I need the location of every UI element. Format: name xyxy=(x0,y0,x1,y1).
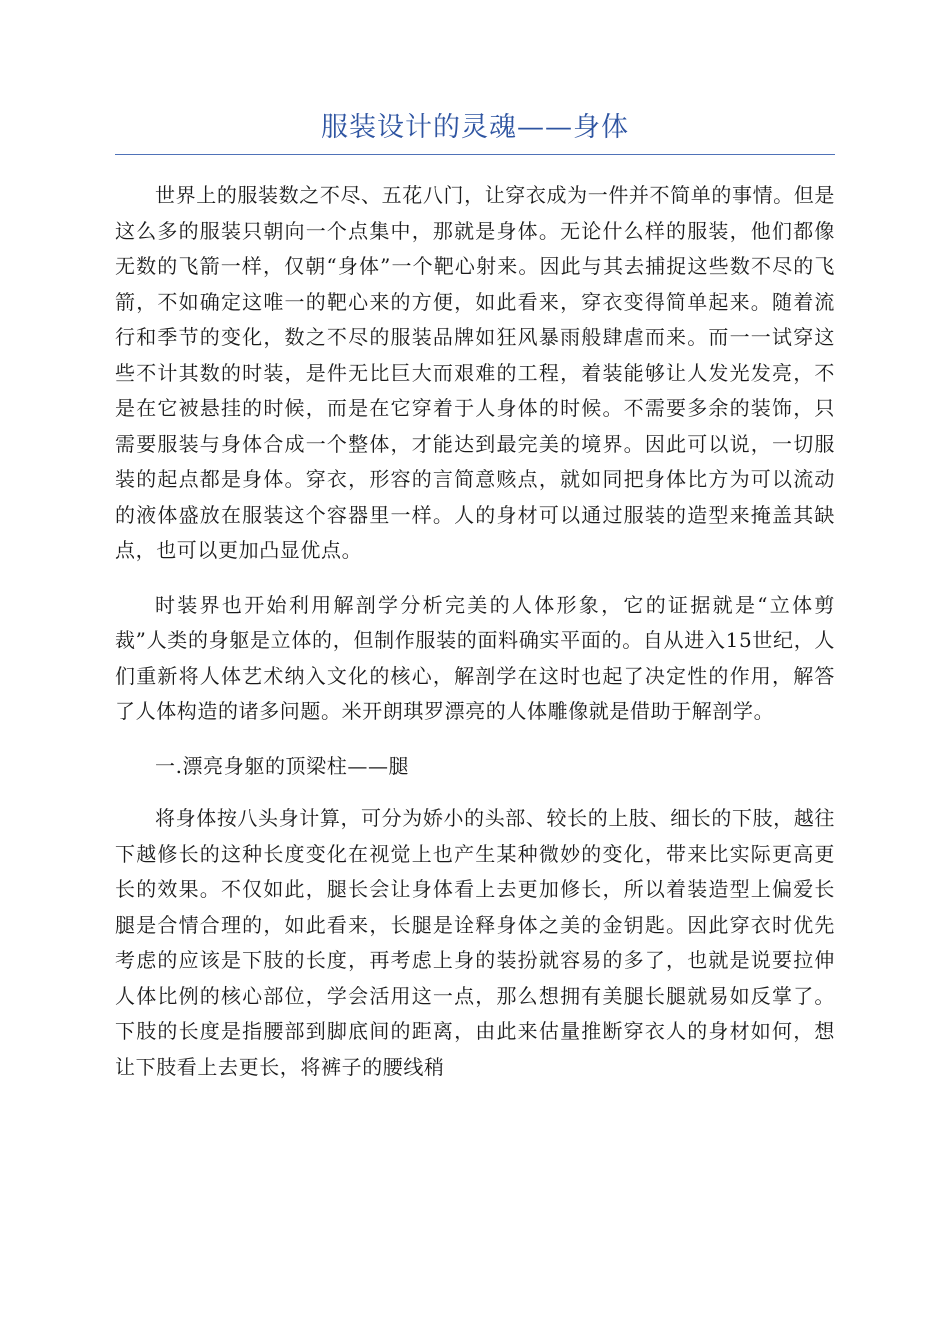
document-body xyxy=(115,178,835,1104)
paragraph-legs: 将身体按八头身计算，可分为娇小的头部、较长的上肢、细长的下肢，越往下越修长的这种长度变化在视觉上也产生某种微妙的变化，带来比实际更高更长的效果。不仅如此，腿长会让身体看上去更加修长，所以着装造型上偏爱长腿是合情合理的，如此看来，长腿是诠释身体之美的金钥匙。因此穿衣时优先考虑的应该是下肢的长度，再考虑上身的装扮就容易的多了，也就是说要拉伸人体比例的核心部位，学会活用这一点，那么想拥有美腿长腿就易如反掌了。下肢的长度是指腰部到脚底间的距离，由此来估量推断穿衣人的身材如何，想让下肢看上去更长，将裤子的腰线稍 xyxy=(115,806,835,1079)
paragraph-anatomy: 时装界也开始利用解剖学分析完美的人体形象，它的证据就是“立体剪裁”人类的身躯是立体的，但制作服装的面料确实平面的。自从进入15世纪，人们重新将人体艺术纳入文化的核心，解剖学在这时也起了决定性的作用，解答了人体构造的诸多问题。米开朗琪罗漂亮的人体雕像就是借助于解剖学。 xyxy=(115,592,835,723)
section-heading: 一.漂亮身躯的顶梁柱——腿 xyxy=(155,753,410,778)
paragraph-intro: 世界上的服装数之不尽、五花八门，让穿衣成为一件并不简单的事情。但是这么多的服装只朝向一个点集中，那就是身体。无论什么样的服装，他们都像无数的飞箭一样，仅朝“身体”一个靶心射来。因此与其去捕捉这些数不尽的飞箭，不如确定这唯一的靶心来的方便，如此看来，穿衣变得简单起来。随着流行和季节的变化，数之不尽的服装品牌如狂风暴雨般肆虐而来。而一一试穿这些不计其数的时装，是件无比巨大而艰难的工程，着装能够让人发光发亮，不是在它被悬挂的时候，而是在它穿着于人身体的时候。不需要多余的装饰，只需要服装与身体合成一个整体，才能达到最完美的境界。因此可以说，一切服装的起点都是身体。穿衣，形容的言简意赅点，就如同把身体比方为可以流动的液体盛放在服装这个容器里一样。人的身材可以通过服装的造型来掩盖其缺点，也可以更加凸显优点。 xyxy=(115,183,835,562)
title-underline xyxy=(115,154,835,155)
document-title: 服装设计的灵魂——身体 xyxy=(321,112,629,143)
